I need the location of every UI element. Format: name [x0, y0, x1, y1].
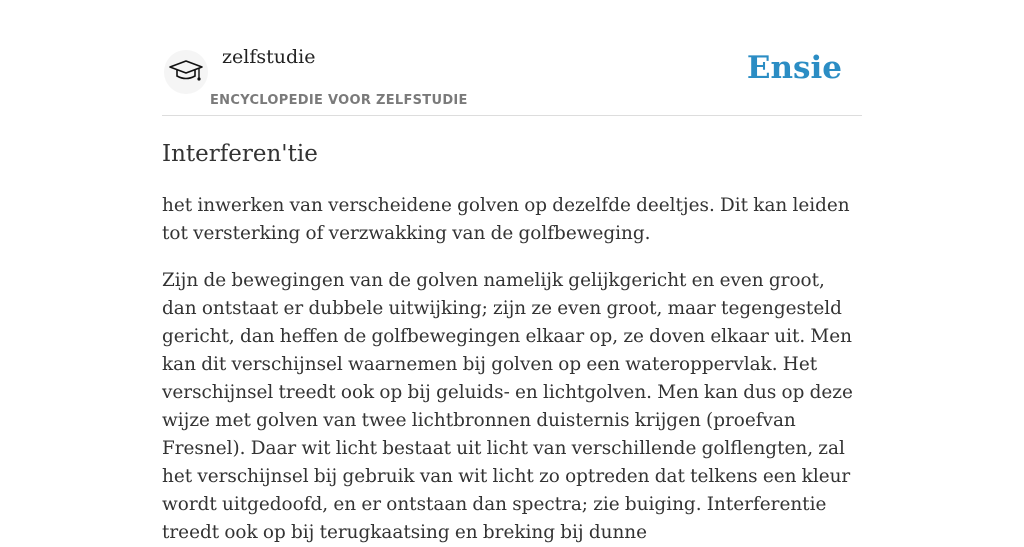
site-header: [162, 40, 862, 116]
brand-logo-link[interactable]: Ensie: [746, 50, 842, 86]
article-title: Interferen'tie: [162, 141, 318, 167]
site-logo[interactable]: [164, 50, 208, 94]
site-name[interactable]: zelfstudie: [222, 46, 316, 68]
article: [162, 138, 862, 547]
article-paragraph: Zijn de bewegingen van de golven namelijk gelijkgericht en even groot, dan ontstaat er dubbele uitwijking; zijn ze even groot, maar tegengesteld gericht, dan heffen de golfbewegingen elkaar op, ze doven elkaar uit. Men kan dit verschijnsel waarnemen bij golven op een wateroppervlak. Het verschijnsel treedt ook op bij geluids- en lichtgolven. Men kan dus op deze wijze met golven van twee lichtbronnen duisternis krijgen (proefvan Fresnel). Daar wit licht bestaat uit licht van verschillende golflengten, zal het verschijnsel bij gebruik van wit licht zo optreden dat telkens een kleur wordt uitgedoofd, en er ontstaan dan spectra; zie buiging. Interferentie treedt ook op bij terugkaatsing en breking bij dunne: [162, 270, 853, 543]
site-tagline: ENCYCLOPEDIE VOOR ZELFSTUDIE: [210, 93, 468, 108]
article-paragraph: het inwerken van verscheidene golven op dezelfde deeltjes. Dit kan leiden tot versterking of verzwakking van de golfbeweging.: [162, 195, 850, 244]
graduation-cap-icon: [169, 58, 203, 84]
